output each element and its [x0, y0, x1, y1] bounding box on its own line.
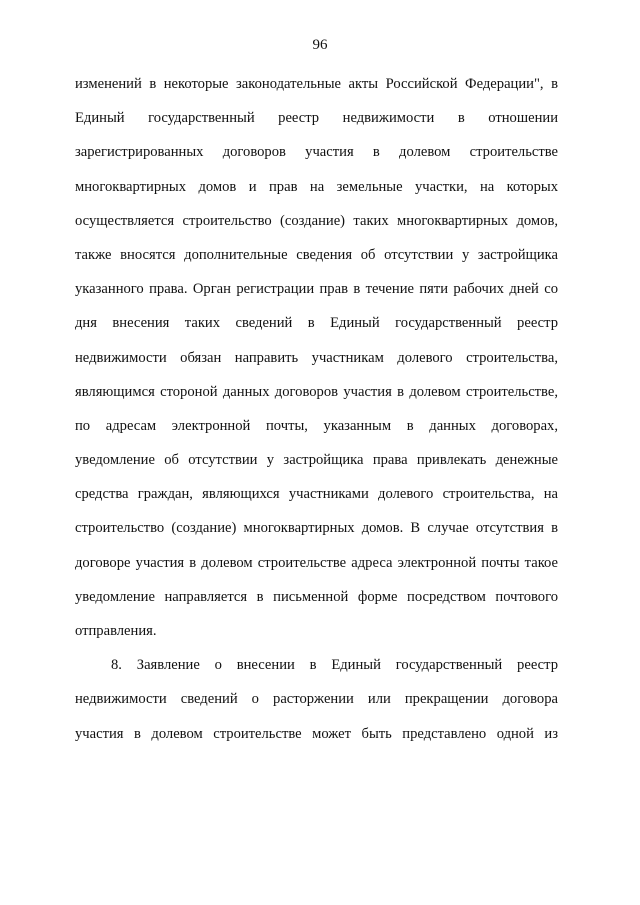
page-number: 96 — [312, 37, 328, 53]
text-line: осуществляется строительство (создание) таких многоквартирных домов, — [75, 212, 558, 229]
text-line: указанного права. Орган регистрации прав в течение пяти рабочих дней со — [75, 281, 558, 298]
text-line: зарегистрированных договоров участия в долевом строительстве — [75, 144, 558, 161]
text-line: недвижимости сведений о расторжении или прекращении договора — [75, 691, 558, 708]
paragraph-start-line: 8. Заявление о внесении в Единый государственный реестр — [111, 657, 558, 674]
text-line: участия в долевом строительстве может быть представлено одной из — [75, 725, 558, 742]
text-line: многоквартирных домов и прав на земельные участки, на которых — [75, 178, 558, 195]
text-line: строительство (создание) многоквартирных домов. В случае отсутствия в — [75, 520, 558, 537]
text-line: являющимся стороной данных договоров участия в долевом строительстве, — [75, 383, 558, 400]
text-line: отправления. — [75, 623, 157, 639]
text-line: также вносятся дополнительные сведения об отсутствии у застройщика — [75, 246, 558, 263]
text-line: уведомление об отсутствии у застройщика права привлекать денежные — [75, 452, 558, 469]
text-line: уведомление направляется в письменной форме посредством почтового — [75, 588, 558, 605]
text-line: изменений в некоторые законодательные акты Российской Федерации", в — [75, 76, 558, 92]
text-line: дня внесения таких сведений в Единый государственный реестр — [75, 315, 558, 332]
text-line: средства граждан, являющихся участниками долевого строительства, на — [75, 486, 558, 503]
text-line: Единый государственный реестр недвижимости в отношении — [75, 110, 558, 127]
text-line: договоре участия в долевом строительстве адреса электронной почты такое — [75, 554, 558, 571]
text-line: по адресам электронной почты, указанным в данных договорах, — [75, 417, 558, 434]
body-text — [75, 72, 558, 756]
text-line: недвижимости обязан направить участникам долевого строительства, — [75, 349, 558, 366]
